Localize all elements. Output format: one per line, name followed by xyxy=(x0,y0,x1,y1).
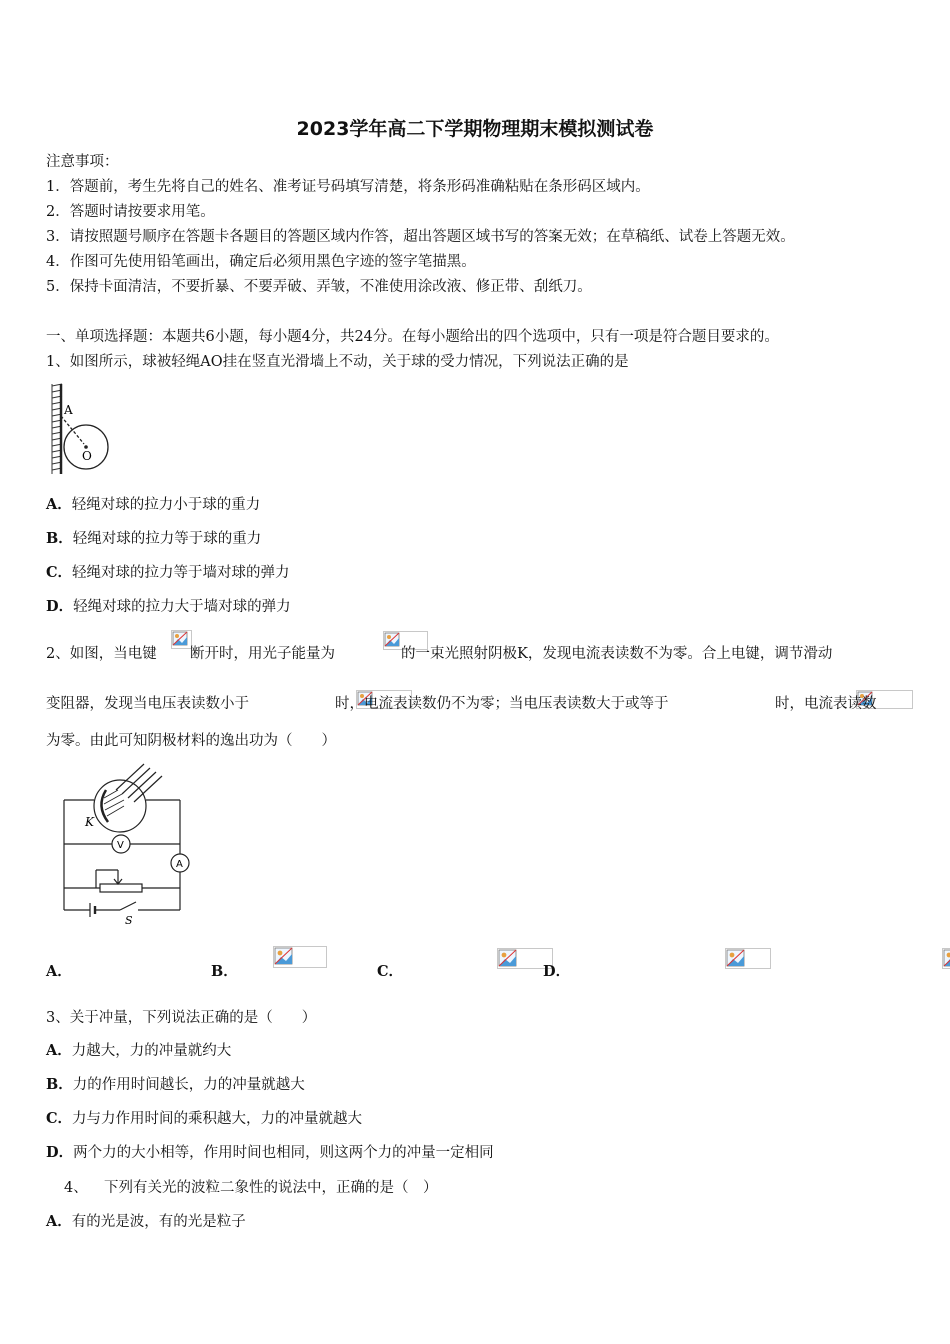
q3-option-c[interactable] xyxy=(46,1109,362,1129)
q4-option-a-letter: A． xyxy=(46,1213,72,1230)
q1-option-d-text: 轻绳对球的拉力大于墙对球的弹力 xyxy=(73,599,291,615)
q4-stem: 下列有关光的波粒二象性的说法中，正确的是（ ） xyxy=(104,1180,438,1196)
q3-option-d[interactable] xyxy=(46,1143,494,1163)
q1-option-c[interactable] xyxy=(46,563,290,583)
broken-image-icon xyxy=(725,948,771,969)
q2-stem-line1-b: 断开时，用光子能量为 xyxy=(190,646,335,662)
q2-option-a[interactable]: A． xyxy=(46,963,72,980)
q1-option-c-text: 轻绳对球的拉力等于墙对球的弹力 xyxy=(72,565,290,581)
q3-option-b[interactable] xyxy=(46,1075,305,1095)
q2-figure-circuit xyxy=(56,760,192,930)
q3-option-a-letter: A． xyxy=(46,1042,72,1059)
label-k: K xyxy=(85,815,94,829)
q2-option-c[interactable]: C． xyxy=(377,963,404,980)
q3-option-d-letter: D． xyxy=(46,1144,74,1161)
q1-option-c-letter: C． xyxy=(46,564,73,581)
q3-stem: 3、关于冲量，下列说法正确的是（ ） xyxy=(46,1010,317,1026)
broken-image-icon xyxy=(942,948,950,969)
notice-item-4: 4．作图可先使用铅笔画出，确定后必须用黑色字迹的签字笔描黑。 xyxy=(46,254,476,270)
label-v: V xyxy=(117,840,124,851)
q3-option-b-letter: B． xyxy=(46,1076,73,1093)
q3-option-c-text: 力与力作用时间的乘积越大，力的冲量就越大 xyxy=(72,1111,363,1127)
label-a: A xyxy=(64,403,73,417)
q2-option-d[interactable]: D． xyxy=(543,963,571,980)
q2-stem-line1-a: 2、如图，当电键 xyxy=(46,646,157,662)
notice-heading: 注意事项： xyxy=(46,154,119,170)
label-o: O xyxy=(82,449,92,463)
q3-option-d-text: 两个力的大小相等，作用时间也相同，则这两个力的冲量一定相同 xyxy=(73,1145,494,1161)
q4-option-a-text: 有的光是波，有的光是粒子 xyxy=(71,1214,246,1230)
q3-option-c-letter: C． xyxy=(46,1110,73,1127)
q2-stem-line2-a: 变阻器，发现当电压表读数小于 xyxy=(46,696,249,712)
q3-option-a[interactable] xyxy=(46,1041,231,1061)
q1-option-d-letter: D． xyxy=(46,598,74,615)
section-heading: 一、单项选择题：本题共6小题，每小题4分，共24分。在每小题给出的四个选项中，只有一项是符合题目要求的。 xyxy=(46,329,779,345)
q4-option-a[interactable] xyxy=(46,1212,246,1232)
q1-option-b[interactable] xyxy=(46,529,261,549)
notice-item-1: 1．答题前，考生先将自己的姓名、准考证号码填写清楚，将条形码准确粘贴在条形码区域内。 xyxy=(46,179,650,195)
broken-image-icon xyxy=(171,630,192,649)
q1-figure-wall-ball xyxy=(46,382,116,478)
q1-option-a-letter: A． xyxy=(46,496,72,513)
q3-option-b-text: 力的作用时间越长，力的冲量就越大 xyxy=(72,1077,305,1093)
q2-stem-line3: 为零。由此可知阴极材料的逸出功为（ ） xyxy=(46,733,336,749)
q1-stem: 1、如图所示，球被轻绳AO挂在竖直光滑墙上不动，关于球的受力情况，下列说法正确的是 xyxy=(46,354,629,370)
label-a: A xyxy=(176,859,183,870)
label-s: S xyxy=(125,914,133,927)
q1-option-b-letter: B． xyxy=(46,530,73,547)
q2-stem-line1-c: 的一束光照射阴极K，发现电流表读数不为零。合上电键，调节滑动 xyxy=(401,646,833,662)
q1-option-a[interactable] xyxy=(46,495,260,515)
q2-stem-line2-c: 时，电流表读数 xyxy=(775,696,877,712)
notice-item-5: 5．保持卡面清洁，不要折暴、不要弄破、弄皱，不准使用涂改液、修正带、刮纸刀。 xyxy=(46,279,592,295)
q1-option-a-text: 轻绳对球的拉力小于球的重力 xyxy=(71,497,261,513)
q2-stem-line2-b: 时，电流表读数仍不为零；当电压表读数大于或等于 xyxy=(335,696,669,712)
notice-item-2: 2．答题时请按要求用笔。 xyxy=(46,204,215,220)
q4-number: 4、 xyxy=(64,1180,88,1196)
page-title: 2023学年高二下学期物理期末模拟测试卷 xyxy=(296,118,654,140)
q2-option-b[interactable]: B． xyxy=(211,963,238,980)
broken-image-icon xyxy=(273,946,327,968)
q3-option-a-text: 力越大，力的冲量就约大 xyxy=(71,1043,232,1059)
q1-option-b-text: 轻绳对球的拉力等于球的重力 xyxy=(72,531,262,547)
notice-item-3: 3．请按照题号顺序在答题卡各题目的答题区域内作答，超出答题区域书写的答案无效；在草稿纸、试卷上答题无效。 xyxy=(46,229,795,245)
q1-option-d[interactable] xyxy=(46,597,291,617)
